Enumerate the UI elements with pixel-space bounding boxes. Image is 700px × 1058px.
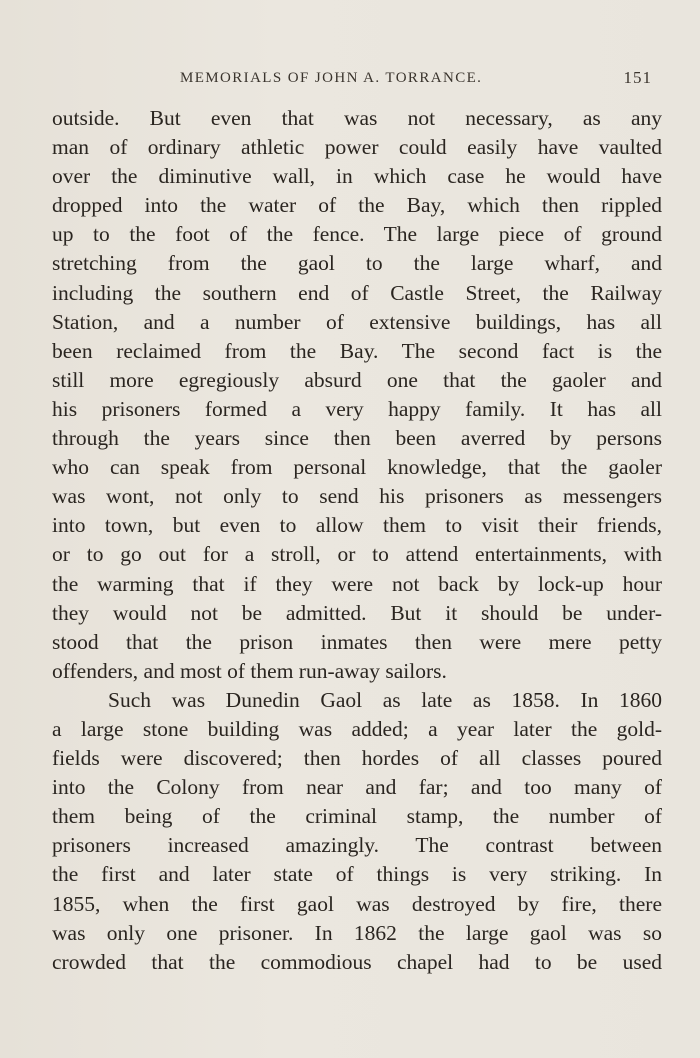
text-line: or to go out for a stroll, or to attend entertainments, with: [52, 542, 662, 567]
text-line: was only one prisoner. In 1862 the large gaol was so: [52, 920, 662, 945]
body-text: [52, 104, 662, 977]
text-line: up to the foot of the fence. The large piece of ground: [52, 222, 662, 247]
running-title: MEMORIALS OF JOHN A. TORRANCE.: [180, 70, 483, 86]
text-line: Station, and a number of extensive buildings, has all: [52, 309, 662, 334]
text-line: fields were discovered; then hordes of all classes poured: [52, 746, 662, 771]
text-line: stood that the prison inmates then were mere petty: [52, 629, 662, 654]
text-line: them being of the criminal stamp, the number of: [52, 804, 662, 829]
text-line: they would not be admitted. But it should be under-: [52, 600, 662, 625]
text-line: into town, but even to allow them to visit their friends,: [52, 513, 662, 538]
text-line: 1855, when the first gaol was destroyed by fire, there: [52, 891, 662, 916]
running-head: [52, 68, 658, 92]
text-line: still more egregiously absurd one that the gaoler and: [52, 367, 662, 392]
text-line: outside. But even that was not necessary, as any: [52, 106, 662, 130]
text-line: stretching from the gaol to the large wharf, and: [52, 251, 662, 276]
text-line: Such was Dunedin Gaol as late as 1858. In 1860: [108, 687, 662, 712]
text-line: been reclaimed from the Bay. The second fact is the: [52, 338, 662, 363]
text-line: was wont, not only to send his prisoners as messengers: [52, 484, 662, 509]
text-line: the first and later state of things is very striking. In: [52, 862, 662, 887]
text-line: crowded that the commodious chapel had to be used: [52, 949, 662, 974]
text-line: dropped into the water of the Bay, which then rippled: [52, 193, 662, 218]
text-line: offenders, and most of them run-away sailors.: [52, 658, 447, 683]
text-line: his prisoners formed a very happy family. It has all: [52, 396, 662, 421]
text-line: prisoners increased amazingly. The contrast between: [52, 833, 662, 858]
text-line: who can speak from personal knowledge, that the gaoler: [52, 455, 662, 480]
text-line: man of ordinary athletic power could easily have vaulted: [52, 135, 662, 160]
page-number: 151: [623, 68, 652, 87]
text-line: over the diminutive wall, in which case he would have: [52, 164, 662, 189]
text-line: through the years since then been averred by persons: [52, 426, 662, 451]
text-line: into the Colony from near and far; and too many of: [52, 775, 662, 800]
text-line: the warming that if they were not back by lock-up hour: [52, 571, 662, 596]
text-line: including the southern end of Castle Street, the Railway: [52, 280, 662, 305]
text-line: a large stone building was added; a year later the gold-: [52, 716, 662, 741]
